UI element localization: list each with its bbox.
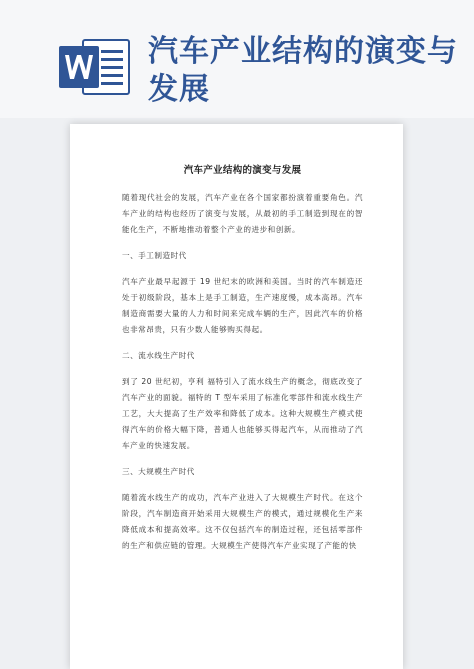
section-heading-2: 二、流水线生产时代 xyxy=(122,351,195,360)
section-heading-3: 三、大规模生产时代 xyxy=(122,467,195,476)
section-heading-1: 一、手工制造时代 xyxy=(122,251,187,260)
section-body-3: 随着流水线生产的成功，汽车产业进入了大规模生产时代。在这个阶段，汽车制造商开始采用大规模生产的模式，通过规模化生产来降低成本和提高效率。这不仅包括汽车的制造过程，还包括零部件的生产和供应链的管理。大规模生产使得汽车产业实现了产能的快 xyxy=(122,493,363,550)
section-body-1: 汽车产业最早起源于 19 世纪末的欧洲和美国。当时的汽车制造还处于初级阶段，基本上是手工制造，生产速度慢，成本高昂。汽车制造商需要大量的人力和时间来完成车辆的生产，因此汽车的价格也非常昂贵，只有少数人能够购买得起。 xyxy=(122,277,363,334)
intro-paragraph: 随着现代社会的发展，汽车产业在各个国家都扮演着重要角色。汽车产业的结构也经历了演变与发展，从最初的手工制造到现在的智能化生产，不断地推动着整个产业的进步和创新。 xyxy=(122,193,363,234)
header-banner xyxy=(0,0,474,118)
document-page xyxy=(70,124,403,669)
document-title: 汽车产业结构的演变与发展 xyxy=(183,165,302,176)
page-headline: 汽车产业结构的演变与发展 xyxy=(148,34,458,107)
section-body-2: 到了 20 世纪初，亨利 福特引入了流水线生产的概念，彻底改变了汽车产业的面貌。福特的 T 型车采用了标准化零部件和流水线生产工艺，大大提高了生产效率和降低了成本。这种大规模生产模式使得汽车的价格大幅下降，普通人也能够买得起汽车，从而推动了汽车产业的快速发展。 xyxy=(122,377,363,450)
document-body xyxy=(122,162,363,564)
word-document-icon xyxy=(57,38,131,96)
